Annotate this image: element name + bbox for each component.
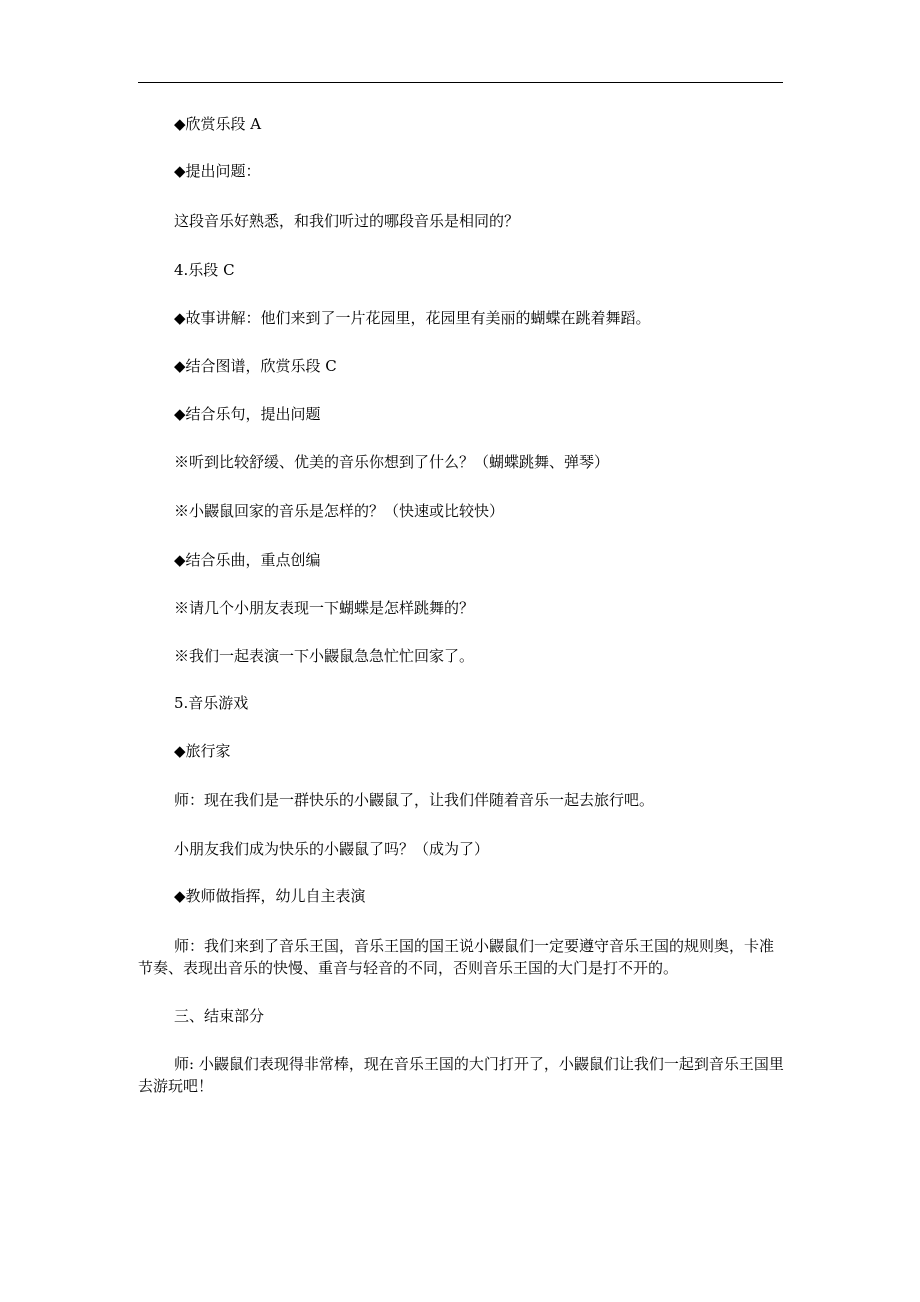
- question-familiar-music: 这段音乐好熟悉，和我们听过的哪段音乐是相同的？: [174, 212, 520, 230]
- heading-music-game: 5.音乐游戏: [174, 694, 249, 712]
- note-mole-home-music: ※小鼹鼠回家的音乐是怎样的？（快速或比较快）: [174, 502, 505, 520]
- note-butterfly-dance: ※请几个小朋友表现一下蝴蝶是怎样跳舞的？: [174, 599, 475, 617]
- heading-section-c: 4.乐段 C: [174, 261, 235, 279]
- note-mole-rush-home: ※我们一起表演一下小鼹鼠急急忙忙回家了。: [174, 647, 475, 665]
- item-teacher-conduct: ◆教师做指挥，幼儿自主表演: [174, 887, 366, 905]
- paragraph-closing: 师: 小鼹鼠们表现得非常棒，现在音乐王国的大门打开了，小鼹鼠们让我们一起到音乐王国里去游玩吧！: [138, 1055, 784, 1095]
- item-ask-question: ◆提出问题：: [174, 162, 261, 180]
- note-gentle-music: ※听到比较舒缓、优美的音乐你想到了什么？（蝴蝶跳舞、弹琴）: [174, 453, 610, 471]
- teacher-line-travel: 师：现在我们是一群快乐的小鼹鼠了，让我们伴随着音乐一起去旅行吧。: [174, 791, 655, 809]
- question-become-moles: 小朋友我们成为快乐的小鼹鼠了吗？（成为了）: [174, 840, 490, 858]
- heading-closing-section: 三、结束部分: [174, 1007, 265, 1025]
- item-chart-appreciate-c: ◆结合图谱，欣赏乐段 C: [174, 357, 337, 375]
- item-traveler: ◆旅行家: [174, 742, 231, 760]
- item-appreciate-section-a: ◆欣赏乐段 A: [174, 115, 262, 133]
- item-story-explanation: ◆故事讲解：他们来到了一片花园里，花园里有美丽的蝴蝶在跳着舞蹈。: [174, 309, 651, 327]
- paragraph-music-kingdom: 师：我们来到了音乐王国，音乐王国的国王说小鼹鼠们一定要遵守音乐王国的规则奥，卡准节奏、表现出音乐的快慢、重音与轻音的不同，否则音乐王国的大门是打不开的。: [138, 937, 775, 977]
- header-rule: [138, 82, 783, 83]
- item-phrase-question: ◆结合乐句，提出问题: [174, 405, 321, 423]
- item-key-creation: ◆结合乐曲，重点创编: [174, 551, 321, 569]
